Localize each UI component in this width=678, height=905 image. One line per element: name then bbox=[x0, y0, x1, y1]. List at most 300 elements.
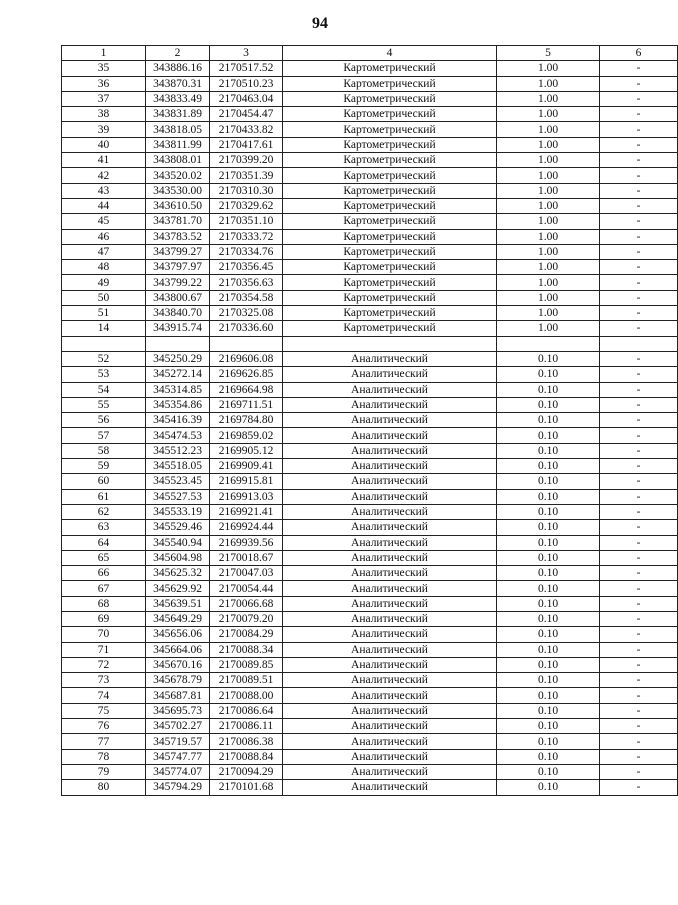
table-row bbox=[62, 474, 678, 489]
method-cell: Аналитический bbox=[283, 642, 497, 657]
table-row bbox=[62, 290, 678, 305]
note-cell: - bbox=[600, 183, 678, 198]
note-cell: - bbox=[600, 443, 678, 458]
x-coordinate-cell: 345664.06 bbox=[146, 642, 210, 657]
x-coordinate-cell: 345518.05 bbox=[146, 459, 210, 474]
y-coordinate-cell: 2169784.80 bbox=[210, 413, 283, 428]
y-coordinate-cell: 2170310.30 bbox=[210, 183, 283, 198]
x-coordinate-cell: 345794.29 bbox=[146, 780, 210, 795]
x-coordinate-cell: 343915.74 bbox=[146, 321, 210, 336]
x-coordinate-cell: 343870.31 bbox=[146, 76, 210, 91]
y-coordinate-cell: 2170088.00 bbox=[210, 688, 283, 703]
accuracy-cell: 0.10 bbox=[497, 397, 600, 412]
method-cell: Аналитический bbox=[283, 351, 497, 366]
y-coordinate-cell: 2169905.12 bbox=[210, 443, 283, 458]
table-row bbox=[62, 535, 678, 550]
method-cell: Картометрический bbox=[283, 122, 497, 137]
table-row bbox=[62, 321, 678, 336]
table-row bbox=[62, 764, 678, 779]
method-cell: Аналитический bbox=[283, 780, 497, 795]
y-coordinate-cell: 2170399.20 bbox=[210, 153, 283, 168]
table-row bbox=[62, 76, 678, 91]
point-number-cell: 77 bbox=[62, 734, 146, 749]
table-row bbox=[62, 306, 678, 321]
note-cell: - bbox=[600, 627, 678, 642]
x-coordinate-cell: 345250.29 bbox=[146, 351, 210, 366]
y-coordinate-cell: 2170084.29 bbox=[210, 627, 283, 642]
method-cell: Картометрический bbox=[283, 275, 497, 290]
point-number-cell: 57 bbox=[62, 428, 146, 443]
y-coordinate-cell: 2170510.23 bbox=[210, 76, 283, 91]
point-number-cell: 63 bbox=[62, 520, 146, 535]
x-coordinate-cell: 345719.57 bbox=[146, 734, 210, 749]
point-number-cell: 65 bbox=[62, 550, 146, 565]
page-number: 94 bbox=[312, 15, 328, 32]
table-row bbox=[62, 137, 678, 152]
y-coordinate-cell: 2169606.08 bbox=[210, 351, 283, 366]
x-coordinate-cell: 343520.02 bbox=[146, 168, 210, 183]
accuracy-cell: 0.10 bbox=[497, 703, 600, 718]
table-row bbox=[62, 566, 678, 581]
point-number-cell: 70 bbox=[62, 627, 146, 642]
y-coordinate-cell: 2169921.41 bbox=[210, 504, 283, 519]
point-number-cell: 55 bbox=[62, 397, 146, 412]
accuracy-cell: 0.10 bbox=[497, 627, 600, 642]
table-row bbox=[62, 413, 678, 428]
y-coordinate-cell: 2170088.84 bbox=[210, 749, 283, 764]
method-cell: Аналитический bbox=[283, 581, 497, 596]
table-row bbox=[62, 260, 678, 275]
method-cell: Аналитический bbox=[283, 627, 497, 642]
table-row bbox=[62, 61, 678, 76]
note-cell: - bbox=[600, 673, 678, 688]
point-number-cell: 48 bbox=[62, 260, 146, 275]
y-coordinate-cell: 2169939.56 bbox=[210, 535, 283, 550]
method-cell: Аналитический bbox=[283, 520, 497, 535]
method-cell: Картометрический bbox=[283, 137, 497, 152]
x-coordinate-cell: 343886.16 bbox=[146, 61, 210, 76]
x-coordinate-cell: 343797.97 bbox=[146, 260, 210, 275]
note-cell: - bbox=[600, 780, 678, 795]
point-number-cell: 54 bbox=[62, 382, 146, 397]
method-cell: Картометрический bbox=[283, 61, 497, 76]
method-cell: Картометрический bbox=[283, 260, 497, 275]
y-coordinate-cell: 2170325.08 bbox=[210, 306, 283, 321]
x-coordinate-cell: 343800.67 bbox=[146, 290, 210, 305]
header-cell: 4 bbox=[283, 46, 497, 61]
table-row bbox=[62, 657, 678, 672]
note-cell: - bbox=[600, 153, 678, 168]
method-cell: Аналитический bbox=[283, 764, 497, 779]
method-cell: Картометрический bbox=[283, 91, 497, 106]
y-coordinate-cell: 2170094.29 bbox=[210, 764, 283, 779]
x-coordinate-cell: 345695.73 bbox=[146, 703, 210, 718]
note-cell: - bbox=[600, 428, 678, 443]
note-cell: - bbox=[600, 275, 678, 290]
method-cell: Аналитический bbox=[283, 397, 497, 412]
y-coordinate-cell: 2169909.41 bbox=[210, 459, 283, 474]
point-number-cell: 74 bbox=[62, 688, 146, 703]
method-cell: Аналитический bbox=[283, 611, 497, 626]
y-coordinate-cell: 2169924.44 bbox=[210, 520, 283, 535]
x-coordinate-cell: 345314.85 bbox=[146, 382, 210, 397]
point-number-cell: 47 bbox=[62, 244, 146, 259]
accuracy-cell: 1.00 bbox=[497, 183, 600, 198]
y-coordinate-cell: 2170054.44 bbox=[210, 581, 283, 596]
point-number-cell: 59 bbox=[62, 459, 146, 474]
accuracy-cell: 1.00 bbox=[497, 275, 600, 290]
accuracy-cell: 0.10 bbox=[497, 474, 600, 489]
y-coordinate-cell: 2170066.68 bbox=[210, 596, 283, 611]
method-cell: Картометрический bbox=[283, 168, 497, 183]
header-cell: 6 bbox=[600, 46, 678, 61]
table-row bbox=[62, 382, 678, 397]
table-row bbox=[62, 581, 678, 596]
y-coordinate-cell: 2170463.04 bbox=[210, 91, 283, 106]
note-cell: - bbox=[600, 504, 678, 519]
x-coordinate-cell: 345649.29 bbox=[146, 611, 210, 626]
note-cell: - bbox=[600, 642, 678, 657]
x-coordinate-cell: 343610.50 bbox=[146, 198, 210, 213]
accuracy-cell: 0.10 bbox=[497, 443, 600, 458]
note-cell bbox=[600, 336, 678, 351]
accuracy-cell: 1.00 bbox=[497, 321, 600, 336]
table-row bbox=[62, 351, 678, 366]
method-cell: Аналитический bbox=[283, 382, 497, 397]
note-cell: - bbox=[600, 657, 678, 672]
method-cell: Картометрический bbox=[283, 198, 497, 213]
point-number-cell: 67 bbox=[62, 581, 146, 596]
point-number-cell: 37 bbox=[62, 91, 146, 106]
note-cell: - bbox=[600, 290, 678, 305]
table-row bbox=[62, 397, 678, 412]
note-cell: - bbox=[600, 459, 678, 474]
accuracy-cell: 1.00 bbox=[497, 91, 600, 106]
accuracy-cell: 0.10 bbox=[497, 657, 600, 672]
point-number-cell: 61 bbox=[62, 489, 146, 504]
method-cell: Картометрический bbox=[283, 321, 497, 336]
note-cell: - bbox=[600, 76, 678, 91]
note-cell: - bbox=[600, 122, 678, 137]
note-cell: - bbox=[600, 596, 678, 611]
note-cell: - bbox=[600, 749, 678, 764]
table-row bbox=[62, 520, 678, 535]
point-number-cell: 38 bbox=[62, 107, 146, 122]
table-row bbox=[62, 244, 678, 259]
accuracy-cell: 0.10 bbox=[497, 719, 600, 734]
method-cell bbox=[283, 336, 497, 351]
accuracy-cell: 0.10 bbox=[497, 749, 600, 764]
point-number-cell bbox=[62, 336, 146, 351]
x-coordinate-cell: 345678.79 bbox=[146, 673, 210, 688]
note-cell: - bbox=[600, 168, 678, 183]
note-cell: - bbox=[600, 719, 678, 734]
point-number-cell: 56 bbox=[62, 413, 146, 428]
method-cell: Аналитический bbox=[283, 749, 497, 764]
y-coordinate-cell: 2170454.47 bbox=[210, 107, 283, 122]
point-number-cell: 71 bbox=[62, 642, 146, 657]
point-number-cell: 41 bbox=[62, 153, 146, 168]
note-cell: - bbox=[600, 703, 678, 718]
table-row bbox=[62, 550, 678, 565]
y-coordinate-cell: 2170018.67 bbox=[210, 550, 283, 565]
y-coordinate-cell: 2169915.81 bbox=[210, 474, 283, 489]
header-cell: 3 bbox=[210, 46, 283, 61]
method-cell: Аналитический bbox=[283, 443, 497, 458]
accuracy-cell: 0.10 bbox=[497, 673, 600, 688]
y-coordinate-cell: 2170351.10 bbox=[210, 214, 283, 229]
y-coordinate-cell: 2169664.98 bbox=[210, 382, 283, 397]
accuracy-cell: 1.00 bbox=[497, 229, 600, 244]
table-row bbox=[62, 611, 678, 626]
x-coordinate-cell: 345272.14 bbox=[146, 367, 210, 382]
method-cell: Аналитический bbox=[283, 459, 497, 474]
x-coordinate-cell: 343799.22 bbox=[146, 275, 210, 290]
x-coordinate-cell: 345416.39 bbox=[146, 413, 210, 428]
table-row bbox=[62, 229, 678, 244]
x-coordinate-cell: 343833.49 bbox=[146, 91, 210, 106]
method-cell: Картометрический bbox=[283, 183, 497, 198]
method-cell: Аналитический bbox=[283, 504, 497, 519]
table-row bbox=[62, 642, 678, 657]
accuracy-cell: 0.10 bbox=[497, 504, 600, 519]
table-row bbox=[62, 183, 678, 198]
accuracy-cell: 0.10 bbox=[497, 489, 600, 504]
accuracy-cell: 0.10 bbox=[497, 642, 600, 657]
accuracy-cell: 0.10 bbox=[497, 459, 600, 474]
method-cell: Аналитический bbox=[283, 596, 497, 611]
table-row bbox=[62, 367, 678, 382]
y-coordinate-cell: 2170354.58 bbox=[210, 290, 283, 305]
table-row bbox=[62, 719, 678, 734]
accuracy-cell: 1.00 bbox=[497, 76, 600, 91]
note-cell: - bbox=[600, 229, 678, 244]
accuracy-cell: 0.10 bbox=[497, 734, 600, 749]
table-body bbox=[62, 46, 678, 796]
coordinates-table bbox=[61, 45, 678, 796]
table-row bbox=[62, 107, 678, 122]
note-cell: - bbox=[600, 61, 678, 76]
y-coordinate-cell: 2169711.51 bbox=[210, 397, 283, 412]
point-number-cell: 49 bbox=[62, 275, 146, 290]
table-row bbox=[62, 489, 678, 504]
table-row bbox=[62, 703, 678, 718]
x-coordinate-cell: 345529.46 bbox=[146, 520, 210, 535]
table-row bbox=[62, 749, 678, 764]
y-coordinate-cell: 2170356.45 bbox=[210, 260, 283, 275]
y-coordinate-cell: 2170086.11 bbox=[210, 719, 283, 734]
y-coordinate-cell: 2170336.60 bbox=[210, 321, 283, 336]
point-number-cell: 58 bbox=[62, 443, 146, 458]
method-cell: Картометрический bbox=[283, 306, 497, 321]
note-cell: - bbox=[600, 244, 678, 259]
method-cell: Аналитический bbox=[283, 688, 497, 703]
accuracy-cell: 0.10 bbox=[497, 382, 600, 397]
note-cell: - bbox=[600, 474, 678, 489]
table-row bbox=[62, 214, 678, 229]
table-row bbox=[62, 688, 678, 703]
accuracy-cell: 0.10 bbox=[497, 581, 600, 596]
accuracy-cell: 0.10 bbox=[497, 535, 600, 550]
point-number-cell: 45 bbox=[62, 214, 146, 229]
y-coordinate-cell: 2170333.72 bbox=[210, 229, 283, 244]
point-number-cell: 75 bbox=[62, 703, 146, 718]
method-cell: Аналитический bbox=[283, 535, 497, 550]
x-coordinate-cell: 345523.45 bbox=[146, 474, 210, 489]
point-number-cell: 64 bbox=[62, 535, 146, 550]
accuracy-cell: 0.10 bbox=[497, 520, 600, 535]
table-row bbox=[62, 443, 678, 458]
x-coordinate-cell: 343840.70 bbox=[146, 306, 210, 321]
point-number-cell: 36 bbox=[62, 76, 146, 91]
accuracy-cell: 1.00 bbox=[497, 107, 600, 122]
note-cell: - bbox=[600, 566, 678, 581]
note-cell: - bbox=[600, 611, 678, 626]
y-coordinate-cell: 2170356.63 bbox=[210, 275, 283, 290]
method-cell: Аналитический bbox=[283, 428, 497, 443]
note-cell: - bbox=[600, 367, 678, 382]
point-number-cell: 76 bbox=[62, 719, 146, 734]
accuracy-cell: 0.10 bbox=[497, 413, 600, 428]
y-coordinate-cell: 2169859.02 bbox=[210, 428, 283, 443]
accuracy-cell: 1.00 bbox=[497, 61, 600, 76]
x-coordinate-cell: 343799.27 bbox=[146, 244, 210, 259]
note-cell: - bbox=[600, 550, 678, 565]
note-cell: - bbox=[600, 581, 678, 596]
method-cell: Аналитический bbox=[283, 550, 497, 565]
x-coordinate-cell: 345702.27 bbox=[146, 719, 210, 734]
accuracy-cell: 1.00 bbox=[497, 260, 600, 275]
x-coordinate-cell: 343811.99 bbox=[146, 137, 210, 152]
x-coordinate-cell: 345354.86 bbox=[146, 397, 210, 412]
note-cell: - bbox=[600, 382, 678, 397]
header-cell: 2 bbox=[146, 46, 210, 61]
x-coordinate-cell: 343831.89 bbox=[146, 107, 210, 122]
point-number-cell: 52 bbox=[62, 351, 146, 366]
y-coordinate-cell: 2170086.38 bbox=[210, 734, 283, 749]
x-coordinate-cell: 345512.23 bbox=[146, 443, 210, 458]
table-row bbox=[62, 428, 678, 443]
y-coordinate-cell: 2170088.34 bbox=[210, 642, 283, 657]
point-number-cell: 79 bbox=[62, 764, 146, 779]
y-coordinate-cell: 2170517.52 bbox=[210, 61, 283, 76]
point-number-cell: 14 bbox=[62, 321, 146, 336]
y-coordinate-cell: 2170417.61 bbox=[210, 137, 283, 152]
y-coordinate-cell: 2170079.20 bbox=[210, 611, 283, 626]
point-number-cell: 69 bbox=[62, 611, 146, 626]
accuracy-cell: 1.00 bbox=[497, 153, 600, 168]
table-row bbox=[62, 673, 678, 688]
accuracy-cell: 0.10 bbox=[497, 566, 600, 581]
table-row bbox=[62, 153, 678, 168]
note-cell: - bbox=[600, 321, 678, 336]
accuracy-cell: 0.10 bbox=[497, 780, 600, 795]
table-row bbox=[62, 168, 678, 183]
header-cell: 1 bbox=[62, 46, 146, 61]
point-number-cell: 44 bbox=[62, 198, 146, 213]
y-coordinate-cell: 2170433.82 bbox=[210, 122, 283, 137]
x-coordinate-cell: 343783.52 bbox=[146, 229, 210, 244]
point-number-cell: 50 bbox=[62, 290, 146, 305]
accuracy-cell: 0.10 bbox=[497, 611, 600, 626]
x-coordinate-cell: 343530.00 bbox=[146, 183, 210, 198]
note-cell: - bbox=[600, 306, 678, 321]
accuracy-cell bbox=[497, 336, 600, 351]
x-coordinate-cell: 343781.70 bbox=[146, 214, 210, 229]
accuracy-cell: 0.10 bbox=[497, 550, 600, 565]
table-row bbox=[62, 122, 678, 137]
x-coordinate-cell: 345527.53 bbox=[146, 489, 210, 504]
note-cell: - bbox=[600, 520, 678, 535]
x-coordinate-cell: 345670.16 bbox=[146, 657, 210, 672]
accuracy-cell: 1.00 bbox=[497, 290, 600, 305]
note-cell: - bbox=[600, 137, 678, 152]
point-number-cell: 66 bbox=[62, 566, 146, 581]
x-coordinate-cell: 343808.01 bbox=[146, 153, 210, 168]
note-cell: - bbox=[600, 489, 678, 504]
note-cell: - bbox=[600, 91, 678, 106]
y-coordinate-cell: 2170086.64 bbox=[210, 703, 283, 718]
point-number-cell: 42 bbox=[62, 168, 146, 183]
method-cell: Картометрический bbox=[283, 76, 497, 91]
table-row bbox=[62, 336, 678, 351]
x-coordinate-cell: 345747.77 bbox=[146, 749, 210, 764]
point-number-cell: 73 bbox=[62, 673, 146, 688]
y-coordinate-cell: 2170089.85 bbox=[210, 657, 283, 672]
x-coordinate-cell: 345604.98 bbox=[146, 550, 210, 565]
y-coordinate-cell: 2169913.03 bbox=[210, 489, 283, 504]
method-cell: Аналитический bbox=[283, 657, 497, 672]
note-cell: - bbox=[600, 535, 678, 550]
method-cell: Аналитический bbox=[283, 489, 497, 504]
method-cell: Аналитический bbox=[283, 673, 497, 688]
x-coordinate-cell: 345629.92 bbox=[146, 581, 210, 596]
method-cell: Аналитический bbox=[283, 566, 497, 581]
table-row bbox=[62, 91, 678, 106]
accuracy-cell: 1.00 bbox=[497, 122, 600, 137]
accuracy-cell: 1.00 bbox=[497, 198, 600, 213]
accuracy-cell: 0.10 bbox=[497, 764, 600, 779]
table-row bbox=[62, 198, 678, 213]
y-coordinate-cell: 2170089.51 bbox=[210, 673, 283, 688]
table-row bbox=[62, 627, 678, 642]
method-cell: Картометрический bbox=[283, 244, 497, 259]
x-coordinate-cell: 345774.07 bbox=[146, 764, 210, 779]
point-number-cell: 43 bbox=[62, 183, 146, 198]
note-cell: - bbox=[600, 734, 678, 749]
y-coordinate-cell: 2170334.76 bbox=[210, 244, 283, 259]
method-cell: Картометрический bbox=[283, 290, 497, 305]
header-cell: 5 bbox=[497, 46, 600, 61]
note-cell: - bbox=[600, 214, 678, 229]
point-number-cell: 39 bbox=[62, 122, 146, 137]
y-coordinate-cell bbox=[210, 336, 283, 351]
accuracy-cell: 1.00 bbox=[497, 244, 600, 259]
x-coordinate-cell: 345687.81 bbox=[146, 688, 210, 703]
note-cell: - bbox=[600, 351, 678, 366]
note-cell: - bbox=[600, 198, 678, 213]
x-coordinate-cell: 345625.32 bbox=[146, 566, 210, 581]
point-number-cell: 53 bbox=[62, 367, 146, 382]
method-cell: Аналитический bbox=[283, 367, 497, 382]
point-number-cell: 78 bbox=[62, 749, 146, 764]
note-cell: - bbox=[600, 413, 678, 428]
accuracy-cell: 0.10 bbox=[497, 351, 600, 366]
table-row bbox=[62, 780, 678, 795]
point-number-cell: 35 bbox=[62, 61, 146, 76]
point-number-cell: 46 bbox=[62, 229, 146, 244]
x-coordinate-cell: 345474.53 bbox=[146, 428, 210, 443]
